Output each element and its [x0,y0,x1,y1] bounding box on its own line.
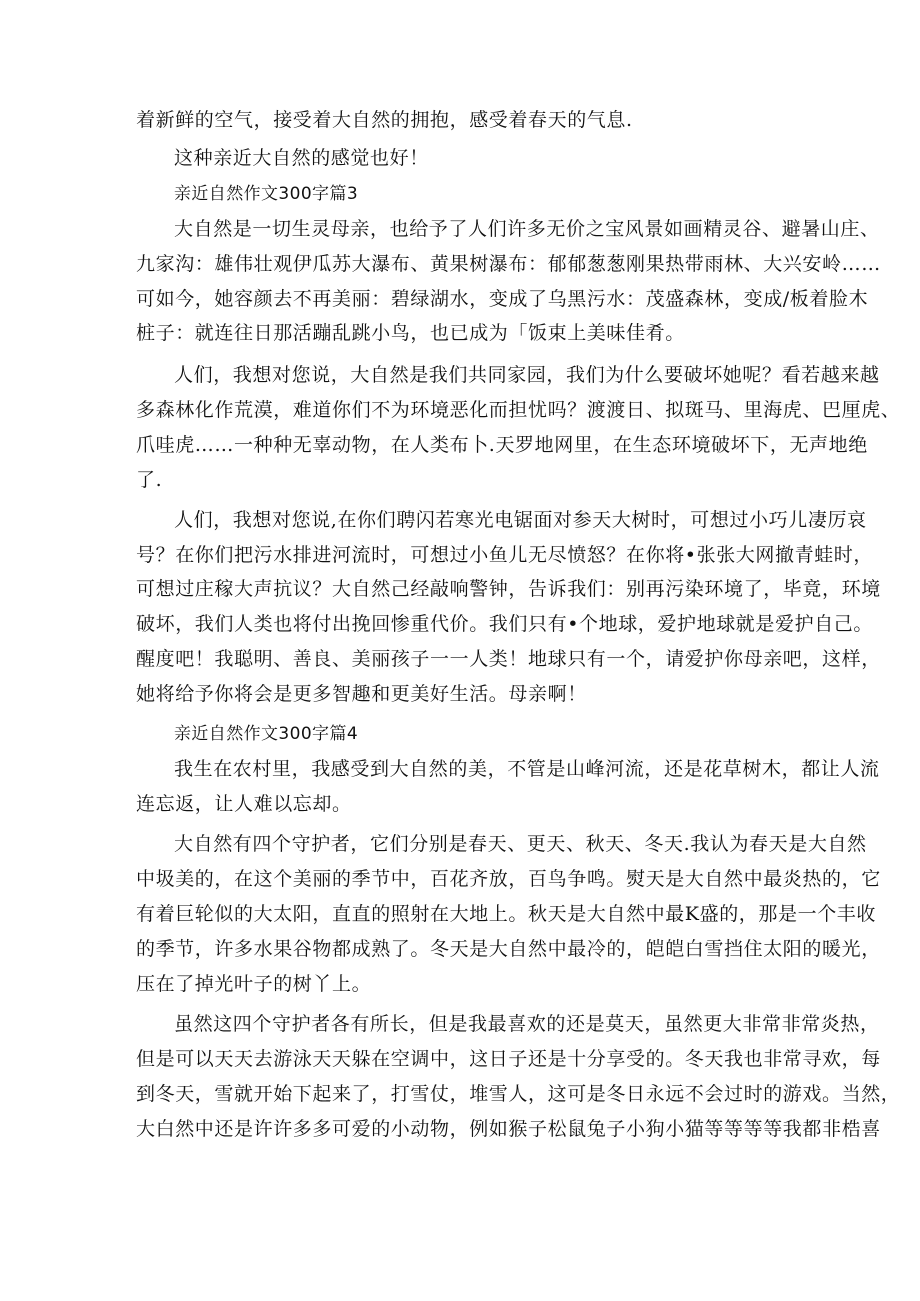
paragraph-line: 破坏，我们人类也将付出挽回惨重代价。我们只有•个地球，爱护地球就是爱护自己。 [136,613,874,635]
paragraph-line: 压在了掉光叶子的树丫上。 [136,973,372,995]
paragraph-line: 但是可以天天去游泳天天躲在空调中，这日子还是十分享受的。冬天我也非常寻欢，每 [136,1048,881,1070]
paragraph-line: 她将给予你将会是更多智趣和更美好生活。母亲啊！ [136,683,587,705]
paragraph-line: 这种亲近大自然的感觉也好！ [174,147,429,169]
paragraph-line: 可想过庄稼大声抗议？大自然己经敲响警钟，告诉我们：别再污染环境了，毕竟，环境 [136,578,881,600]
paragraph-line: 大白然中还是许许多多可爱的小动物，例如猴子松鼠兔子小狗小猫等等等等我都非梏喜 [136,1118,881,1140]
paragraph-line: 号？在你们把污水排进河流时，可想过小鱼儿无尽愤怒？在你将•张张大网撤青蛙时， [136,544,874,566]
paragraph-line: 着新鲜的空气，接受着大自然的拥抱，感受着春天的气息. [136,109,633,131]
paragraph-line: 九家沟：雄伟壮观伊瓜苏大瀑布、黄果树瀑布：郁郁葱葱刚果热带雨林、大兴安岭…… [136,253,881,275]
paragraph-line: 人们，我想对您说，大自然是我们共同家园，我们为什么要破坏她呢？看若越来越 [174,364,880,386]
paragraph-line: 爪哇虎……一种种无辜动物，在人类布卜.天罗地网里，在生态环境破坏下，无声地绝 [136,434,868,456]
paragraph-line: 了. [136,469,163,491]
paragraph-line: 醒度吧！我聪明、善良、美丽孩子一一人类！地球只有一个，请爱护你母亲吧，这样， [136,648,881,670]
paragraph-line: 人们，我想对您说,在你们聘闪若寒光电锯面对参天大树时，可想过小巧儿凄厉哀 [174,509,867,531]
paragraph-line: 桩子：就连往日那活蹦乱跳小鸟，也已成为「饭束上美味佳肴。 [136,322,685,344]
paragraph-line: 的季节，许多水果谷物都成熟了。冬天是大自然中最冷的，皑皑白雪挡住太阳的暖光， [136,938,881,960]
paragraph-line: 大自然有四个守护者，它们分别是春天、更天、秋天、冬天.我认为春天是大自然 [174,833,867,855]
paragraph-line: 有着巨轮似的大太阳，直直的照射在大地上。秋天是大自然中最K盛的，那是一个丰收 [136,903,876,925]
paragraph-line: 我生在农村里，我感受到大自然的美，不管是山峰河流，还是花草树木，都让人流 [174,758,880,780]
section-heading: 亲近自然作文300字篇4 [174,724,359,744]
paragraph-line: 多森林化作荒漠，难道你们不为环境恶化而担忧吗？渡渡日、拟斑马、里海虎、巴厘虎、 [136,399,901,421]
paragraph-line: 连忘返，让人难以忘却。 [136,793,352,815]
paragraph-line: 可如今，她容颜去不再美丽：碧绿湖水，变成了乌黑污水：茂盛森林，变成/板着脸木 [136,288,869,310]
paragraph-line: 大自然是一切生灵母亲，也给予了人们许多无价之宝风景如画精灵谷、避暑山庄、 [174,218,880,240]
paragraph-line: 中圾美的，在这个美丽的季节中，百花齐放，百鸟争鸣。熨天是大自然中最炎热的，它 [136,868,881,890]
paragraph-line: 到冬天，雪就开始下起来了，打雪仗，堆雪人，这可是冬日永远不会过时的游戏。当然， [136,1083,901,1105]
section-heading: 亲近自然作文300字篇3 [174,184,359,204]
paragraph-line: 虽然这四个守护者各有所长，但是我最喜欢的还是莫天，虽然更大非常非常炎热， [174,1013,880,1035]
